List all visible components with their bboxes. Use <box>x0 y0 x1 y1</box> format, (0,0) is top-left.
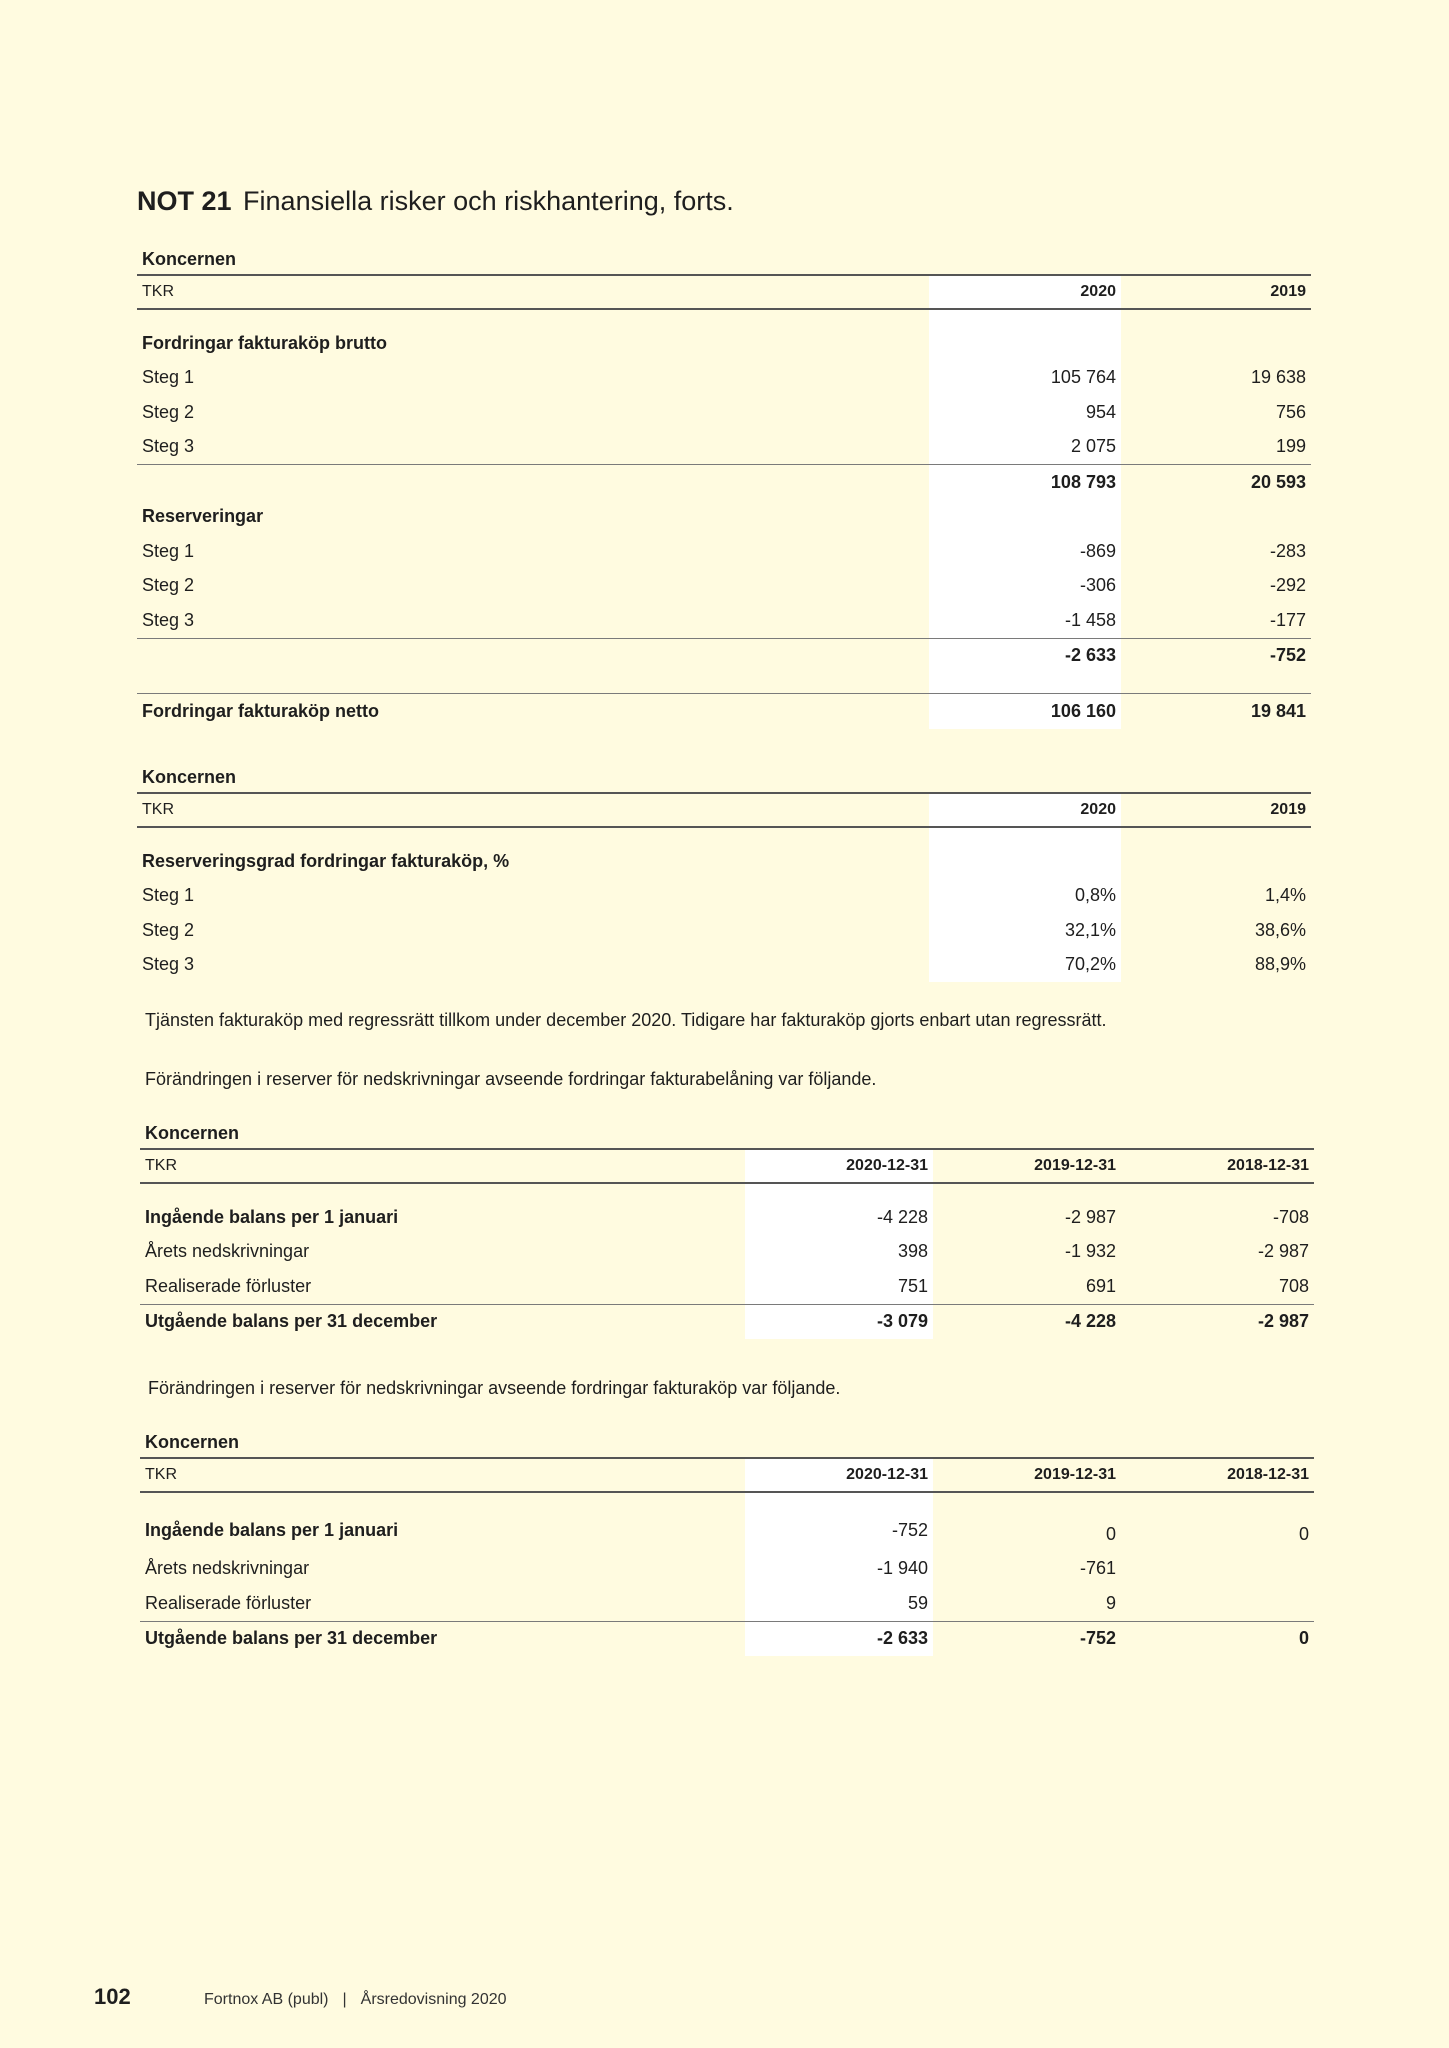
header-date-2019: 2019-12-31 <box>933 1458 1121 1492</box>
note-title: Finansiella risker och riskhantering, forts. <box>243 186 734 216</box>
closing-balance-row <box>140 1621 1314 1656</box>
subtotal-2019: -752 <box>1121 638 1311 673</box>
subtotal-2020: 108 793 <box>929 465 1121 500</box>
header-year-2020: 2020 <box>929 793 1121 827</box>
section-heading: Fordringar fakturaköp brutto <box>142 332 388 353</box>
row-label: Realiserade förluster <box>145 1275 312 1296</box>
cell-2020: -752 <box>745 1509 933 1552</box>
cell-2019: -283 <box>1269 540 1306 561</box>
table-row <box>137 948 1311 983</box>
row-label: Steg 2 <box>142 401 195 422</box>
table-row <box>140 1586 1314 1621</box>
cell-2020: -306 <box>929 569 1121 604</box>
cell-2018: -708 <box>1272 1206 1309 1227</box>
cell-2019: 0 <box>1105 1523 1116 1544</box>
cell-2019: 19 638 <box>1250 367 1306 388</box>
cell-2019: -177 <box>1269 609 1306 630</box>
table-header-row <box>137 793 1311 827</box>
table-caption: Koncernen <box>142 249 237 269</box>
cell-2019: 199 <box>1275 436 1306 457</box>
cell-2018: 0 <box>1121 1621 1314 1656</box>
table-caption: Koncernen <box>142 767 237 787</box>
header-unit: TKR <box>137 793 929 827</box>
page-title <box>137 186 734 217</box>
table-row <box>137 569 1311 604</box>
header-date-2020: 2020-12-31 <box>745 1149 933 1183</box>
table-header-row <box>137 275 1311 309</box>
cell-2020: 59 <box>745 1586 933 1621</box>
cell-2020: -4 228 <box>745 1200 933 1235</box>
table-caption: Koncernen <box>145 1432 240 1452</box>
cell-2020: 751 <box>745 1269 933 1304</box>
cell-2020: 2 075 <box>929 430 1121 465</box>
row-label: Realiserade förluster <box>145 1592 312 1613</box>
cell-2020: 32,1% <box>929 913 1121 948</box>
note-number: NOT 21 <box>137 186 232 216</box>
cell-2020: -2 633 <box>745 1621 933 1656</box>
cell-2019: 756 <box>1275 401 1306 422</box>
row-label: Steg 1 <box>142 540 195 561</box>
header-date-2020: 2020-12-31 <box>745 1458 933 1492</box>
row-label: Steg 3 <box>142 954 195 975</box>
cell-2020: 105 764 <box>929 361 1121 396</box>
table-row <box>140 1269 1314 1304</box>
row-label: Steg 2 <box>142 575 195 596</box>
cell-2020: -1 940 <box>745 1552 933 1587</box>
row-label: Steg 2 <box>142 919 195 940</box>
table-caption: Koncernen <box>145 1123 240 1143</box>
row-label: Ingående balans per 1 januari <box>145 1206 399 1227</box>
cell-2020: 398 <box>745 1235 933 1270</box>
table-row <box>140 1509 1314 1552</box>
factoring-intro-paragraph: Förändringen i reserver för nedskrivningar avseende fordringar fakturabelåning var följande. <box>145 1069 877 1089</box>
header-date-2019: 2019-12-31 <box>933 1149 1121 1183</box>
cell-2020: -869 <box>929 534 1121 569</box>
table-row <box>140 1200 1314 1235</box>
cell-2019: -292 <box>1269 575 1306 596</box>
table-row <box>140 1235 1314 1270</box>
cell-2019: 691 <box>1085 1275 1116 1296</box>
factoring-impairment-table <box>140 1110 1314 1339</box>
page-number: 102 <box>94 1984 131 2009</box>
footer-document: Årsredovisning 2020 <box>360 1991 507 2008</box>
subtotal-row <box>137 638 1311 673</box>
row-label: Årets nedskrivningar <box>145 1241 310 1262</box>
reservation-rate-table <box>137 754 1311 982</box>
row-label: Utgående balans per 31 december <box>140 1621 745 1656</box>
cell-2018 <box>1121 1586 1314 1621</box>
subtotal-2020: -2 633 <box>929 638 1121 673</box>
cell-2019: 38,6% <box>1254 919 1306 940</box>
cell-2020: -1 458 <box>929 603 1121 638</box>
cell-2019: 9 <box>1105 1592 1116 1613</box>
table-header-row <box>140 1149 1314 1183</box>
row-label: Fordringar fakturaköp netto <box>137 694 929 729</box>
table-row <box>140 1552 1314 1587</box>
cell-2018: 708 <box>1278 1275 1309 1296</box>
header-unit: TKR <box>140 1458 745 1492</box>
cell-2019: -2 987 <box>1064 1206 1116 1227</box>
table-row <box>137 603 1311 638</box>
cell-2019: -761 <box>1079 1558 1116 1579</box>
total-2020: 106 160 <box>929 694 1121 729</box>
receivables-table <box>137 236 1311 729</box>
table-row <box>137 430 1311 465</box>
cell-2019: 1,4% <box>1264 885 1306 906</box>
cell-2018: -2 987 <box>1257 1241 1309 1262</box>
section-heading: Reserveringsgrad fordringar fakturaköp, % <box>142 850 510 871</box>
table-row <box>137 913 1311 948</box>
table-row <box>137 361 1311 396</box>
cell-2018: -2 987 <box>1121 1304 1314 1339</box>
row-label: Steg 1 <box>142 885 195 906</box>
net-total-row <box>137 694 1311 729</box>
header-year-2020: 2020 <box>929 275 1121 309</box>
cell-2020: 70,2% <box>929 948 1121 983</box>
table-caption-row <box>137 236 1311 275</box>
header-date-2018: 2018-12-31 <box>1121 1458 1314 1492</box>
invoice-purchase-intro-paragraph: Förändringen i reserver för nedskrivningar avseende fordringar fakturaköp var följande. <box>148 1378 841 1398</box>
section-heading-row <box>137 500 1311 535</box>
page-footer <box>94 1984 507 2010</box>
header-year-2019: 2019 <box>1121 275 1311 309</box>
service-note-paragraph: Tjänsten fakturaköp med regressrätt tillkom under december 2020. Tidigare har fakturaköp gjorts enbart utan regressrätt. <box>145 1010 1107 1030</box>
cell-2019: 88,9% <box>1254 954 1306 975</box>
cell-2018 <box>1121 1552 1314 1587</box>
table-row <box>137 879 1311 914</box>
row-label: Steg 1 <box>142 367 195 388</box>
table-header-row <box>140 1458 1314 1492</box>
row-label: Utgående balans per 31 december <box>140 1304 745 1339</box>
cell-2019: -4 228 <box>933 1304 1121 1339</box>
total-2019: 19 841 <box>1121 694 1311 729</box>
header-date-2018: 2018-12-31 <box>1121 1149 1314 1183</box>
invoice-purchase-impairment-table <box>140 1419 1314 1656</box>
row-label: Årets nedskrivningar <box>145 1558 310 1579</box>
section-heading-row <box>137 326 1311 361</box>
table-row <box>137 534 1311 569</box>
header-year-2019: 2019 <box>1121 793 1311 827</box>
cell-2020: -3 079 <box>745 1304 933 1339</box>
subtotal-2019: 20 593 <box>1121 465 1311 500</box>
table-row <box>137 395 1311 430</box>
cell-2020: 954 <box>929 395 1121 430</box>
cell-2020: 0,8% <box>929 879 1121 914</box>
cell-2019: -752 <box>933 1621 1121 1656</box>
subtotal-row <box>137 465 1311 500</box>
footer-separator: | <box>342 1991 347 2008</box>
table-caption-row <box>140 1110 1314 1149</box>
header-unit: TKR <box>137 275 929 309</box>
header-unit: TKR <box>140 1149 745 1183</box>
row-label: Steg 3 <box>142 436 195 457</box>
table-caption-row <box>140 1419 1314 1458</box>
section-heading-row <box>137 844 1311 879</box>
row-label: Ingående balans per 1 januari <box>145 1519 399 1540</box>
section-heading: Reserveringar <box>142 506 264 527</box>
footer-company: Fortnox AB (publ) <box>204 1991 329 2008</box>
row-label: Steg 3 <box>142 609 195 630</box>
table-caption-row <box>137 754 1311 793</box>
cell-2019: -1 932 <box>1064 1241 1116 1262</box>
closing-balance-row <box>140 1304 1314 1339</box>
cell-2018: 0 <box>1298 1523 1309 1544</box>
